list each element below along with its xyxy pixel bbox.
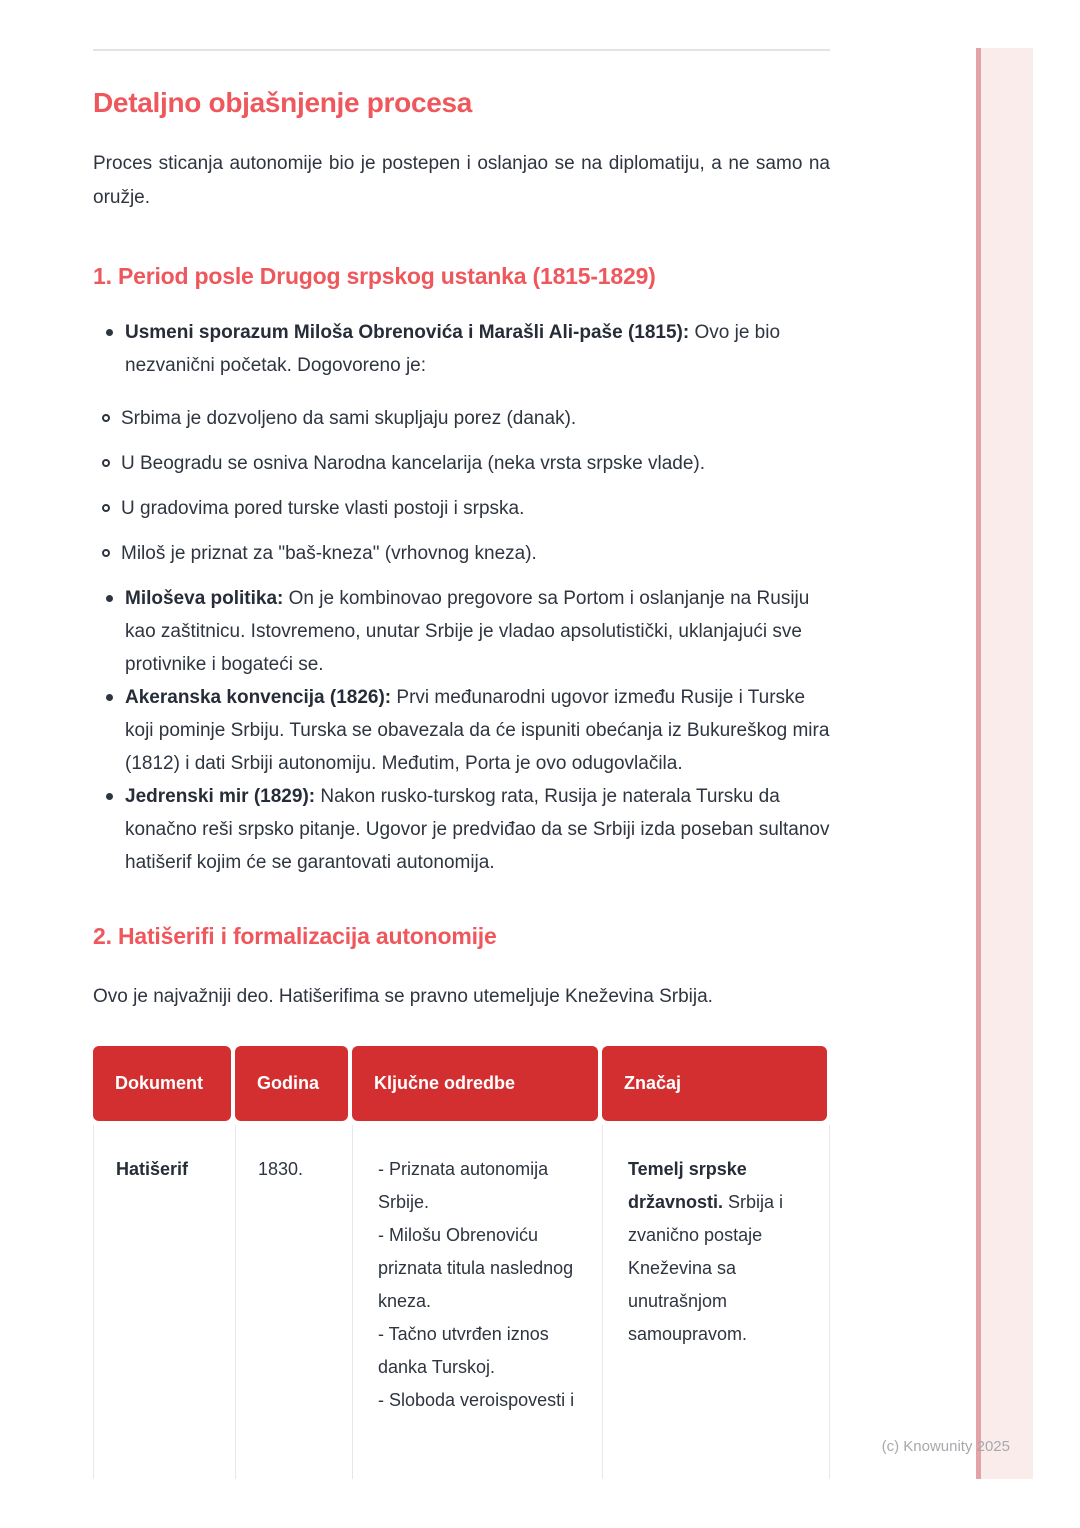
sub-list-item bbox=[93, 492, 830, 525]
circle-bullet-icon bbox=[102, 549, 110, 557]
table-header-dokument: Dokument bbox=[93, 1046, 231, 1121]
odredba-line: - Milošu Obrenoviću priznata titula naslednog kneza. bbox=[378, 1225, 574, 1311]
table-header-znacaj: Značaj bbox=[602, 1046, 827, 1121]
list-item-row bbox=[93, 681, 830, 780]
sub-list-item bbox=[93, 402, 830, 435]
section-1-heading: 1. Period posle Drugog srpskog ustanka (1815-1829) bbox=[93, 263, 656, 289]
top-divider bbox=[93, 49, 830, 51]
sub-list-item-text: U Beogradu se osniva Narodna kancelarija (neka vrsta srpske vlade). bbox=[121, 453, 706, 474]
page-content bbox=[93, 49, 830, 1479]
table-header-row bbox=[93, 1046, 830, 1121]
copyright-note: (c) Knowunity 2025 bbox=[881, 1438, 1010, 1455]
bullet-icon bbox=[106, 793, 113, 800]
bullet-icon bbox=[106, 329, 113, 336]
circle-bullet-icon bbox=[102, 459, 110, 467]
list-item bbox=[93, 582, 830, 681]
list-item-row bbox=[93, 316, 830, 382]
sub-list-item-text: Srbima je dozvoljeno da sami skupljaju porez (danak). bbox=[121, 408, 577, 429]
bullet-icon bbox=[106, 595, 113, 602]
sub-list-item-text: Miloš je priznat za "baš-kneza" (vrhovnog kneza). bbox=[121, 543, 537, 564]
page-title: Detaljno objašnjenje procesa bbox=[93, 87, 473, 118]
list-item bbox=[93, 316, 830, 570]
sub-list-item bbox=[93, 447, 830, 480]
sub-bullet-list bbox=[93, 402, 830, 570]
section-1-bullet-list bbox=[93, 316, 830, 879]
list-item-row bbox=[93, 582, 830, 681]
sub-list-item-text: U gradovima pored turske vlasti postoji i srpska. bbox=[121, 498, 525, 519]
section-2-intro: Ovo je najvažniji deo. Hatišerifima se pravno utemeljuje Kneževina Srbija. bbox=[93, 986, 713, 1007]
table-cell-odredbe bbox=[352, 1125, 602, 1479]
list-item-row bbox=[93, 780, 830, 879]
list-item-term: Usmeni sporazum Miloša Obrenovića i Marašli Ali-paše (1815): bbox=[125, 322, 690, 343]
table-header-kljucne-odredbe: Ključne odredbe bbox=[352, 1046, 598, 1121]
odredba-line: - Sloboda veroispovesti i bbox=[378, 1390, 575, 1410]
list-item-text: Jedrenski mir (1829): Nakon rusko-turskog rata, Rusija je naterala Tursku da konačno reši srpsko pitanje. Ugovor je predviđao da se Srbiji izda poseban sultanov hatišerif kojim će se garantovati autonomija. bbox=[125, 786, 830, 873]
table-cell-dokument: Hatišerif bbox=[93, 1125, 235, 1479]
circle-bullet-icon bbox=[102, 504, 110, 512]
section-2-heading: 2. Hatišerifi i formalizacija autonomije bbox=[93, 923, 497, 949]
list-item-term: Miloševa politika: bbox=[125, 588, 284, 609]
list-item bbox=[93, 780, 830, 879]
hatiserif-table bbox=[93, 1046, 830, 1479]
table-body bbox=[93, 1125, 830, 1479]
znacaj-term: Temelj srpske državnosti. bbox=[628, 1159, 747, 1212]
intro-paragraph: Proces sticanja autonomije bio je postepen i oslanjao se na diplomatiju, a ne samo na oružje. bbox=[93, 153, 830, 208]
table-cell-znacaj: Temelj srpske državnosti. Srbija i zvanično postaje Kneževina sa unutrašnjom samoupravom. bbox=[602, 1125, 830, 1479]
page-edge-decoration bbox=[976, 48, 1033, 1479]
table-header-godina: Godina bbox=[235, 1046, 348, 1121]
table-cell-godina: 1830. bbox=[235, 1125, 352, 1479]
list-item-term: Jedrenski mir (1829): bbox=[125, 786, 316, 807]
list-item-term: Akeranska konvencija (1826): bbox=[125, 687, 392, 708]
odredba-line: - Priznata autonomija Srbije. bbox=[378, 1159, 549, 1212]
list-item-text: Akeranska konvencija (1826): Prvi međunarodni ugovor između Rusije i Turske koji pominje Srbiju. Turska se obavezala da će ispuniti obećanja iz Bukureškog mira (1812) i dati Srbiji autonomiju. Međutim, Porta je ovo odugovlačila. bbox=[125, 687, 830, 774]
circle-bullet-icon bbox=[102, 414, 110, 422]
list-item-text: Miloševa politika: On je kombinovao pregovore sa Portom i oslanjanje na Rusiju kao zaštitnicu. Istovremeno, unutar Srbije je vladao apsolutistički, uklanjajući sve protivnike i bogateći se. bbox=[125, 588, 810, 675]
sub-list-item bbox=[93, 537, 830, 570]
bullet-icon bbox=[106, 694, 113, 701]
list-item bbox=[93, 681, 830, 780]
list-item-text: Usmeni sporazum Miloša Obrenovića i Marašli Ali-paše (1815): Ovo je bio nezvanični početak. Dogovoreno je: bbox=[125, 322, 781, 376]
odredba-line: - Tačno utvrđen iznos danka Turskoj. bbox=[378, 1324, 549, 1377]
